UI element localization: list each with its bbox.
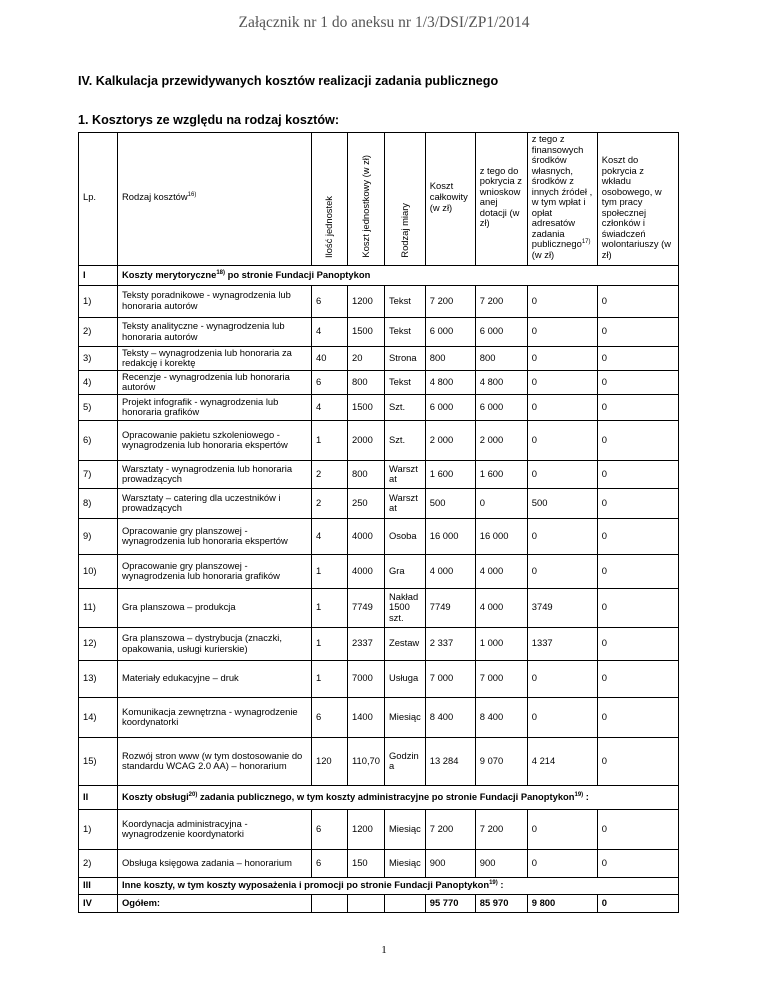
cell-total: 8 400: [425, 697, 475, 737]
total-row: IV Ogółem: 95 770 85 970 9 800 0: [79, 894, 679, 912]
cell-own: 3749: [527, 588, 597, 627]
cell-own: 1337: [527, 627, 597, 660]
cell-vol: 0: [597, 588, 678, 627]
cell-grant: 8 400: [475, 697, 527, 737]
table-row: [79, 554, 679, 588]
cell-qty: 1: [312, 554, 348, 588]
col-header-dotacja: z tego do pokrycia z wnioskow anej dotacji (w zł): [475, 133, 527, 266]
cell-own: 0: [527, 420, 597, 460]
document-header: Załącznik nr 1 do aneksu nr 1/3/DSI/ZP1/2014: [238, 14, 530, 31]
cell-own: 0: [527, 370, 597, 394]
table-row: [79, 627, 679, 660]
cell-name: Opracowanie gry planszowej - wynagrodzenia lub honoraria ekspertów: [118, 518, 312, 554]
cell-measure: Szt.: [384, 420, 425, 460]
cell-name: Koordynacja administracyjna - wynagrodzenie koordynatorki: [118, 809, 312, 849]
table-row: [79, 488, 679, 518]
cell-vol: 0: [597, 737, 678, 785]
cell-unit: 4000: [348, 554, 385, 588]
cell-grant: 7 000: [475, 660, 527, 697]
cost-table: [78, 132, 679, 913]
cell-measure: Zestaw: [384, 627, 425, 660]
cell-name: Recenzje - wynagrodzenia lub honoraria autorów: [118, 370, 312, 394]
cell-name: Opracowanie gry planszowej - wynagrodzenia lub honoraria grafików: [118, 554, 312, 588]
group-label-II: Koszty obsługi$^{20)}$ zadania publicznego, w tym koszty administracyjne po stronie Fundacji Panoptykon$^{19)}$ :: [118, 785, 679, 809]
section-title: IV. Kalkulacja przewidywanych kosztów realizacji zadania publicznego: [78, 74, 499, 88]
cell-measure: Strona: [384, 346, 425, 370]
cell-unit: 7000: [348, 660, 385, 697]
table-header-row: [79, 133, 679, 266]
cell-measure: Szt.: [384, 394, 425, 420]
cell-total: 7 000: [425, 660, 475, 697]
cell-qty: 6: [312, 849, 348, 877]
cell-grant: 9 070: [475, 737, 527, 785]
cell-unit: 1500: [348, 317, 385, 346]
page-number: 1: [381, 944, 387, 956]
cell-grant: 0: [475, 488, 527, 518]
cell-name: Teksty poradnikowe - wynagrodzenia lub honoraria autorów: [118, 285, 312, 317]
cell-grant: 1 600: [475, 460, 527, 488]
cell-vol: 0: [597, 697, 678, 737]
cell-measure: Tekst: [384, 285, 425, 317]
cell-own: 0: [527, 394, 597, 420]
cell-unit: 800: [348, 460, 385, 488]
table-row: [79, 697, 679, 737]
cell-unit: 800: [348, 370, 385, 394]
subsection-title: 1. Kosztorys ze względu na rodzaj kosztów:: [78, 113, 340, 127]
cell-measure: Tekst: [384, 370, 425, 394]
cell-measure: Nakład 1500 szt.: [384, 588, 425, 627]
col-header-calkowity: Koszt całkowity (w zł): [425, 133, 475, 266]
table-row: [79, 460, 679, 488]
cell-measure: Miesiąc: [384, 849, 425, 877]
cell-lp: 10): [79, 554, 118, 588]
cell-measure: Miesiąc: [384, 809, 425, 849]
cell-name: Teksty analityczne - wynagrodzenia lub honoraria autorów: [118, 317, 312, 346]
cell-unit: 1400: [348, 697, 385, 737]
cell-unit: 7749: [348, 588, 385, 627]
cell-vol: 0: [597, 346, 678, 370]
cell-name: Warsztaty - wynagrodzenia lub honoraria prowadzących: [118, 460, 312, 488]
total-own: 9 800: [527, 894, 597, 912]
cell-lp: 12): [79, 627, 118, 660]
cell-own: 4 214: [527, 737, 597, 785]
cell-grant: 4 000: [475, 554, 527, 588]
cell-vol: 0: [597, 394, 678, 420]
cell-total: 800: [425, 346, 475, 370]
table-row: [79, 809, 679, 849]
cell-qty: 1: [312, 627, 348, 660]
cell-lp: 6): [79, 420, 118, 460]
cell-unit: 4000: [348, 518, 385, 554]
table-row: [79, 588, 679, 627]
cell-name: Warsztaty – catering dla uczestników i prowadzących: [118, 488, 312, 518]
cell-lp: 8): [79, 488, 118, 518]
cell-total: 2 000: [425, 420, 475, 460]
cell-measure: Miesiąc: [384, 697, 425, 737]
cell-qty: 1: [312, 588, 348, 627]
cell-vol: 0: [597, 627, 678, 660]
cell-name: Projekt infografik - wynagrodzenia lub honoraria grafików: [118, 394, 312, 420]
cell-own: 0: [527, 660, 597, 697]
cell-vol: 0: [597, 554, 678, 588]
cell-lp: 14): [79, 697, 118, 737]
cell-qty: 120: [312, 737, 348, 785]
cell-grant: 7 200: [475, 809, 527, 849]
cell-measure: Usługa: [384, 660, 425, 697]
cell-vol: 0: [597, 849, 678, 877]
cell-qty: 2: [312, 488, 348, 518]
cell-qty: 2: [312, 460, 348, 488]
cell-total: 16 000: [425, 518, 475, 554]
cell-lp: 7): [79, 460, 118, 488]
cell-qty: 1: [312, 660, 348, 697]
table-row: [79, 285, 679, 317]
cell-own: 0: [527, 518, 597, 554]
cell-vol: 0: [597, 809, 678, 849]
cell-unit: 1200: [348, 809, 385, 849]
col-header-miary: Rodzaj miary: [384, 133, 425, 266]
cell-name: Materiały edukacyjne – druk: [118, 660, 312, 697]
cell-unit: 1500: [348, 394, 385, 420]
cell-vol: 0: [597, 460, 678, 488]
cell-qty: 6: [312, 370, 348, 394]
cell-total: 500: [425, 488, 475, 518]
cell-own: 0: [527, 849, 597, 877]
cell-name: Teksty – wynagrodzenia lub honoraria za redakcję i korektę: [118, 346, 312, 370]
cell-vol: 0: [597, 488, 678, 518]
cell-grant: 800: [475, 346, 527, 370]
cell-total: 1 600: [425, 460, 475, 488]
cell-own: 0: [527, 346, 597, 370]
cell-total: 4 800: [425, 370, 475, 394]
cell-total: 7 200: [425, 285, 475, 317]
col-header-osobowy: Koszt do pokrycia z wkładu osobowego, w tym pracy społecznej członków i świadczeń wolontariuszy (w zł): [597, 133, 678, 266]
cell-total: 6 000: [425, 394, 475, 420]
group-label-I: Koszty merytoryczne$^{18)}$ po stronie Fundacji Panoptykon: [118, 265, 679, 285]
cell-measure: Warszt at: [384, 460, 425, 488]
table-row: [79, 849, 679, 877]
cell-total: 7 200: [425, 809, 475, 849]
cell-lp: 9): [79, 518, 118, 554]
cell-vol: 0: [597, 518, 678, 554]
cell-unit: 250: [348, 488, 385, 518]
cell-name: Opracowanie pakietu szkoleniowego - wynagrodzenia lub honoraria ekspertów: [118, 420, 312, 460]
total-label: Ogółem:: [118, 894, 312, 912]
cell-own: 0: [527, 697, 597, 737]
cell-name: Gra planszowa – produkcja: [118, 588, 312, 627]
col-header-ilosc: Ilość jednostek: [312, 133, 348, 266]
cell-grant: 6 000: [475, 394, 527, 420]
cell-vol: 0: [597, 420, 678, 460]
cell-grant: 1 000: [475, 627, 527, 660]
cell-total: 4 000: [425, 554, 475, 588]
table-row: [79, 420, 679, 460]
cell-total: 6 000: [425, 317, 475, 346]
cell-qty: 4: [312, 394, 348, 420]
cell-name: Komunikacja zewnętrzna - wynagrodzenie koordynatorki: [118, 697, 312, 737]
cell-measure: Osoba: [384, 518, 425, 554]
cell-qty: 6: [312, 809, 348, 849]
table-row: [79, 518, 679, 554]
cell-grant: 4 000: [475, 588, 527, 627]
cell-vol: 0: [597, 317, 678, 346]
cell-measure: Gra: [384, 554, 425, 588]
cell-unit: 150: [348, 849, 385, 877]
cell-qty: 1: [312, 420, 348, 460]
cell-qty: 6: [312, 697, 348, 737]
cell-lp: 13): [79, 660, 118, 697]
cell-grant: 2 000: [475, 420, 527, 460]
cell-lp: 2): [79, 849, 118, 877]
cell-lp: 1): [79, 809, 118, 849]
table-row: [79, 394, 679, 420]
total-grant: 85 970: [475, 894, 527, 912]
cell-lp: 11): [79, 588, 118, 627]
cell-lp: 3): [79, 346, 118, 370]
cell-measure: Warszt at: [384, 488, 425, 518]
cell-vol: 0: [597, 660, 678, 697]
cell-vol: 0: [597, 285, 678, 317]
cell-measure: Tekst: [384, 317, 425, 346]
table-row: [79, 317, 679, 346]
cell-own: 0: [527, 809, 597, 849]
cell-total: 900: [425, 849, 475, 877]
cell-lp: 1): [79, 285, 118, 317]
cell-grant: 7 200: [475, 285, 527, 317]
group-label-III: Inne koszty, w tym koszty wyposażenia i promocji po stronie Fundacji Panoptykon$^{19)}$ :: [118, 877, 679, 894]
cell-grant: 16 000: [475, 518, 527, 554]
cell-measure: Godzin a: [384, 737, 425, 785]
cell-total: 2 337: [425, 627, 475, 660]
table-row: [79, 737, 679, 785]
col-header-rodzaj: Rodzaj kosztów$^{16)}$: [118, 133, 312, 266]
group-row-II: II Koszty obsługi$^{20)}$ zadania publicznego, w tym koszty administracyjne po stronie Fundacji Panoptykon$^{19)}$ :: [79, 785, 679, 809]
cell-total: 13 284: [425, 737, 475, 785]
col-header-lp: Lp.: [79, 133, 118, 266]
cell-grant: 900: [475, 849, 527, 877]
cell-unit: 2337: [348, 627, 385, 660]
cell-own: 0: [527, 554, 597, 588]
cell-own: 0: [527, 317, 597, 346]
total-volunteer: 0: [597, 894, 678, 912]
cell-qty: 4: [312, 317, 348, 346]
cell-own: 500: [527, 488, 597, 518]
cell-total: 7749: [425, 588, 475, 627]
cell-lp: 5): [79, 394, 118, 420]
cell-lp: 4): [79, 370, 118, 394]
cell-qty: 4: [312, 518, 348, 554]
cell-qty: 40: [312, 346, 348, 370]
cell-name: Rozwój stron www (w tym dostosowanie do standardu WCAG 2.0 AA) – honorarium: [118, 737, 312, 785]
col-header-wlasne: z tego z finansowych środków własnych, środków z innych źródeł , w tym wpłat i opłat adresatów zadania publicznego$^{17)}$ (w zł): [527, 133, 597, 266]
cell-unit: 110,70: [348, 737, 385, 785]
cell-vol: 0: [597, 370, 678, 394]
cell-unit: 20: [348, 346, 385, 370]
cell-lp: 15): [79, 737, 118, 785]
cell-unit: 1200: [348, 285, 385, 317]
cell-own: 0: [527, 460, 597, 488]
group-row-III: III Inne koszty, w tym koszty wyposażenia i promocji po stronie Fundacji Panoptykon$^{19)}$ :: [79, 877, 679, 894]
cell-lp: 2): [79, 317, 118, 346]
table-row: [79, 370, 679, 394]
group-row-I: I Koszty merytoryczne$^{18)}$ po stronie Fundacji Panoptykon: [79, 265, 679, 285]
total-cost: 95 770: [425, 894, 475, 912]
cell-own: 0: [527, 285, 597, 317]
cell-grant: 6 000: [475, 317, 527, 346]
col-header-koszt-jedn: Koszt jednostkowy (w zł): [348, 133, 385, 266]
cell-name: Gra planszowa – dystrybucja (znaczki, opakowania, usługi kurierskie): [118, 627, 312, 660]
table-row: [79, 346, 679, 370]
cell-qty: 6: [312, 285, 348, 317]
table-row: [79, 660, 679, 697]
cell-unit: 2000: [348, 420, 385, 460]
cell-grant: 4 800: [475, 370, 527, 394]
cell-name: Obsługa księgowa zadania – honorarium: [118, 849, 312, 877]
